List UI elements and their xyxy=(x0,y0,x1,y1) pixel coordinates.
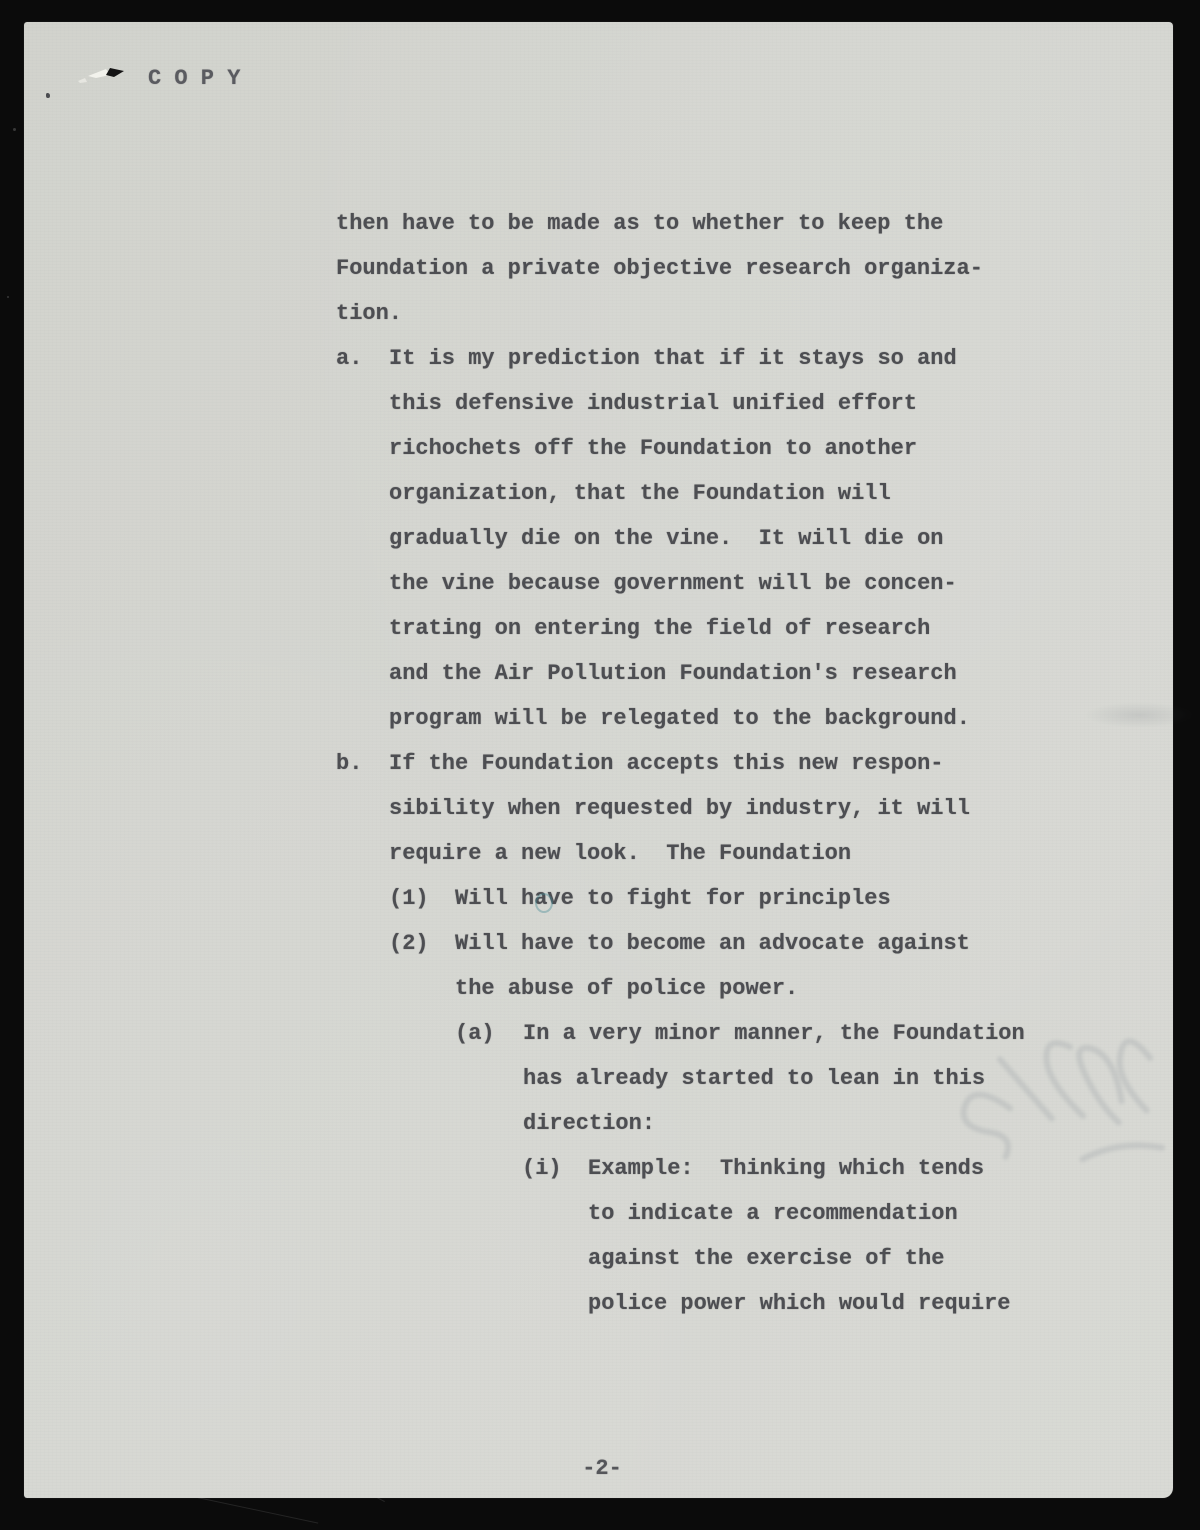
list-marker: (i) xyxy=(522,1156,562,1181)
typed-line: this defensive industrial unified effort xyxy=(389,391,918,416)
list-item-content xyxy=(523,1011,1025,1146)
typed-line: Foundation a private objective research organiza- xyxy=(336,256,983,281)
typed-line: Will have to become an advocate against xyxy=(455,931,970,956)
ink-speck xyxy=(46,93,50,98)
list-item-b2a xyxy=(455,1011,1066,1146)
list-marker: a. xyxy=(336,346,363,371)
typed-line: program will be relegated to the background. xyxy=(389,706,970,731)
typed-line: the vine because government will be concen- xyxy=(389,571,957,596)
typed-line: police power which would require xyxy=(588,1291,1011,1316)
list-item-content xyxy=(455,876,891,921)
list-item-content xyxy=(588,1146,1010,1326)
list-item-b1 xyxy=(389,876,1066,921)
typed-line: trating on entering the field of research xyxy=(389,616,931,641)
typed-line: tion. xyxy=(336,301,403,326)
typed-line: to indicate a recommendation xyxy=(588,1201,958,1226)
smudge-mark xyxy=(1084,702,1194,728)
typed-line: the abuse of police power. xyxy=(455,976,799,1001)
typed-line: In a very minor manner, the Foundation xyxy=(523,1021,1025,1046)
typed-line: Example: Thinking which tends xyxy=(588,1156,985,1181)
page-number: -2- xyxy=(582,1456,622,1481)
typed-line: richochets off the Foundation to another xyxy=(389,436,918,461)
typed-line: direction: xyxy=(523,1111,656,1136)
typed-line: It is my prediction that if it stays so and xyxy=(389,346,957,371)
typed-line: organization, that the Foundation will xyxy=(389,481,891,506)
typed-line: has already started to lean in this xyxy=(523,1066,986,1091)
list-item-a xyxy=(336,336,1066,741)
scanned-page xyxy=(24,22,1173,1498)
list-marker: (1) xyxy=(389,886,429,911)
list-item-content xyxy=(389,741,970,876)
list-item-b xyxy=(336,741,1066,876)
typed-line: gradually die on the vine. It will die on xyxy=(389,526,944,551)
typed-line: require a new look. The Foundation xyxy=(389,841,852,866)
copy-stamp: C O P Y xyxy=(148,66,241,91)
typed-text-block xyxy=(336,201,1066,1326)
list-item-b2a1 xyxy=(522,1146,1066,1326)
typed-line: against the exercise of the xyxy=(588,1246,945,1271)
typed-line: sibility when requested by industry, it will xyxy=(389,796,970,821)
list-item-content xyxy=(455,921,970,1011)
typed-line: then have to be made as to whether to keep the xyxy=(336,211,944,236)
mat-speck xyxy=(7,296,9,298)
paper-tear-mark xyxy=(76,62,132,84)
list-item-b2 xyxy=(389,921,1066,1011)
typed-line: and the Air Pollution Foundation's research xyxy=(389,661,957,686)
typed-line: If the Foundation accepts this new respon- xyxy=(389,751,944,776)
list-marker: b. xyxy=(336,751,363,776)
list-item-content xyxy=(389,336,970,741)
list-marker: (a) xyxy=(455,1021,495,1046)
mat-speck xyxy=(13,128,16,131)
list-marker: (2) xyxy=(389,931,429,956)
typed-line: Will have to fight for principles xyxy=(455,886,891,911)
